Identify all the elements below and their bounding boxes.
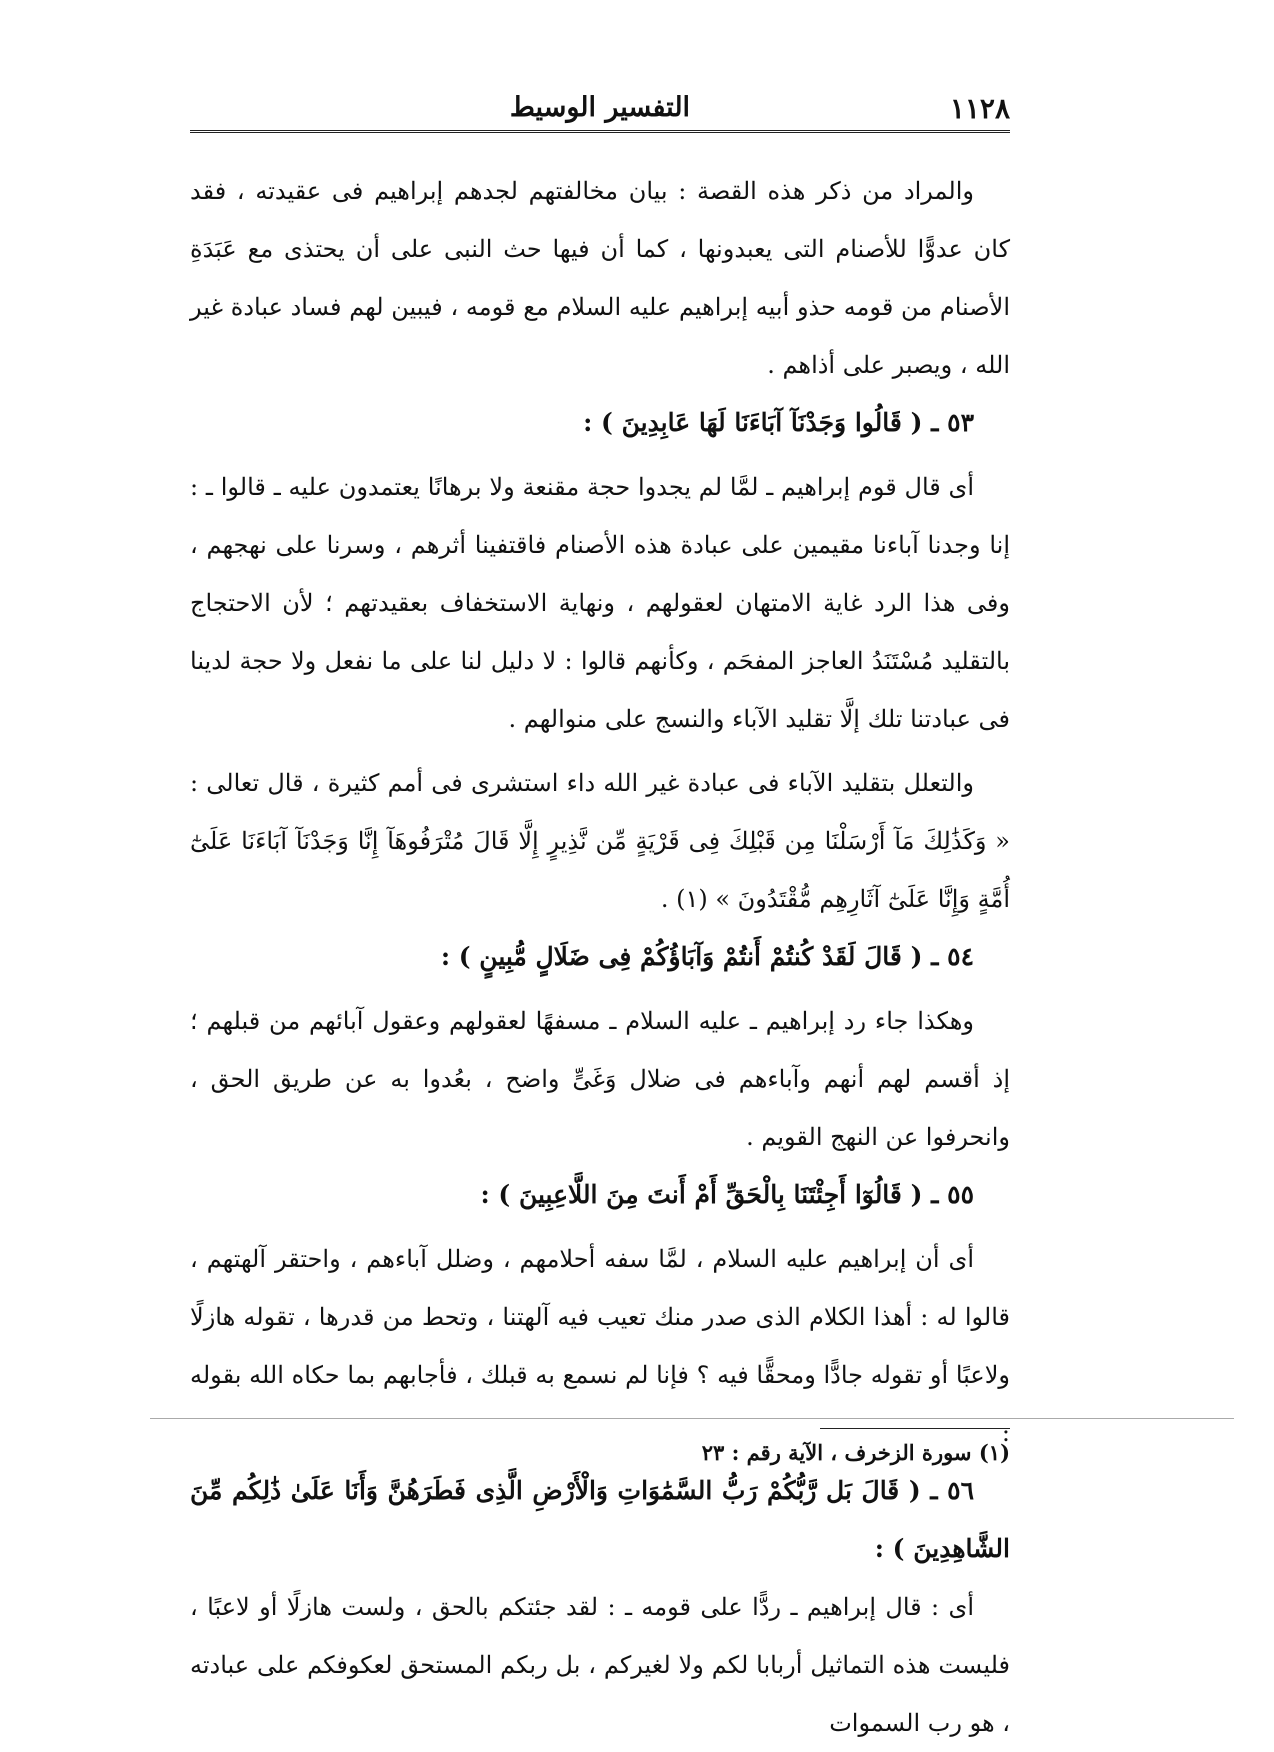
footnote: (١) سورة الزخرف ، الآية رقم : ٢٣: [701, 1440, 1010, 1465]
paragraph-commentary-54: وهكذا جاء رد إبراهيم ـ عليه السلام ـ مسفهًا لعقولهم وعقول آبائهم من قبلهم ؛ إذ أقسم لهم أنهم وآباءهم فى ضلال وَغَىٍّ واضح ، بعُدوا به عن طريق الحق ، وانحرفوا عن النهج القويم .: [190, 1007, 1010, 1151]
page-number: ١١٢٨: [949, 92, 1010, 125]
scan-bottom-edge: [150, 1418, 1234, 1419]
verse-55: ٥٥ ـ ( قَالُوٓا أَجِئْتَنَا بِالْحَقِّ أَمْ أَنتَ مِنَ اللَّاعِبِينَ ) :: [480, 1180, 974, 1209]
paragraph-intro: والمراد من ذكر هذه القصة : بيان مخالفتهم لجدهم إبراهيم فى عقيدته ، فقد كان عدوًّا للأصنام التى يعبدونها ، كما أن فيها حث النبى على أن يحتذى مع عَبَدَةِ الأصنام من قومه حذو أبيه إبراهيم عليه السلام مع قومه ، فيبين لهم فساد عبادة غير الله ، ويصبر على أذاهم .: [190, 177, 1010, 379]
paragraph-commentary-55: أى أن إبراهيم عليه السلام ، لمَّا سفه أحلامهم ، وضلل آباءهم ، واحتقر آلهتهم ، قالوا له : أهذا الكلام الذى صدر منك تعيب فيه آلهتنا ، وتحط من قدرها ، تقوله هازلًا ولاعبًا أو تقوله جادًّا ومحقًّا فيه ؟ فإنا لم نسمع به قبلك ، فأجابهم بما حكاه الله بقوله :: [190, 1245, 1010, 1447]
header-divider: [190, 130, 1010, 133]
paragraph-commentary-53: أى قال قوم إبراهيم ـ لمَّا لم يجدوا حجة مقنعة ولا برهانًا يعتمدون عليه ـ قالوا ـ : إنا وجدنا آباءنا مقيمين على عبادة هذه الأصنام فاقتفينا أثرهم ، وسرنا على نهجهم ، وفى هذا الرد غاية الامتهان لعقولهم ، ونهاية الاستخفاف بعقيدتهم ؛ لأن الاحتجاج بالتقليد مُسْتَنَدُ العاجز المفحَم ، وكأنهم قالوا : لا دليل لنا على ما نفعل ولا حجة لدينا فى عبادتنا تلك إلَّا تقليد الآباء والنسج على منوالهم .: [190, 473, 1011, 733]
book-title: التفسير الوسيط: [509, 92, 691, 123]
verse-54: ٥٤ ـ ( قَالَ لَقَدْ كُنتُمْ أَنتُمْ وَآبَاؤُكُمْ فِى ضَلَالٍ مُّبِينٍ ) :: [440, 942, 974, 971]
document-page: [190, 88, 1011, 1737]
page-body: [190, 162, 1010, 1752]
page-header: [190, 88, 1010, 132]
paragraph-quran-quote: والتعلل بتقليد الآباء فى عبادة غير الله داء استشرى فى أمم كثيرة ، قال تعالى : « وَكَذَٰلِكَ مَآ أَرْسَلْنَا مِن قَبْلِكَ فِى قَرْيَةٍ مِّن نَّذِيرٍ إِلَّا قَالَ مُتْرَفُوهَآ إِنَّا وَجَدْنَآ آبَاءَنَا عَلَىٰٓ أُمَّةٍ وَإِنَّا عَلَىٰٓ آثَارِهِم مُّقْتَدُونَ » (١) .: [190, 769, 1010, 913]
paragraph-commentary-56: أى : قال إبراهيم ـ ردًّا على قومه ـ : لقد جئتكم بالحق ، ولست هازلًا أو لاعبًا ، فليست هذه التماثيل أربابا لكم ولا لغيركم ، بل ربكم المستحق لعكوفكم على عبادته ، هو رب السموات: [190, 1593, 1010, 1737]
footnote-divider: [820, 1428, 1010, 1429]
verse-56: ٥٦ ـ ( قَالَ بَل رَّبُّكُمْ رَبُّ السَّمَٰوَاتِ وَالْأَرْضِ الَّذِى فَطَرَهُنَّ وَأَنَا عَلَىٰ ذَٰلِكُم مِّنَ الشَّاهِدِينَ ) :: [190, 1476, 1010, 1563]
verse-53: ٥٣ ـ ( قَالُوا وَجَدْنَآ آبَاءَنَا لَهَا عَابِدِينَ ) :: [583, 408, 974, 437]
